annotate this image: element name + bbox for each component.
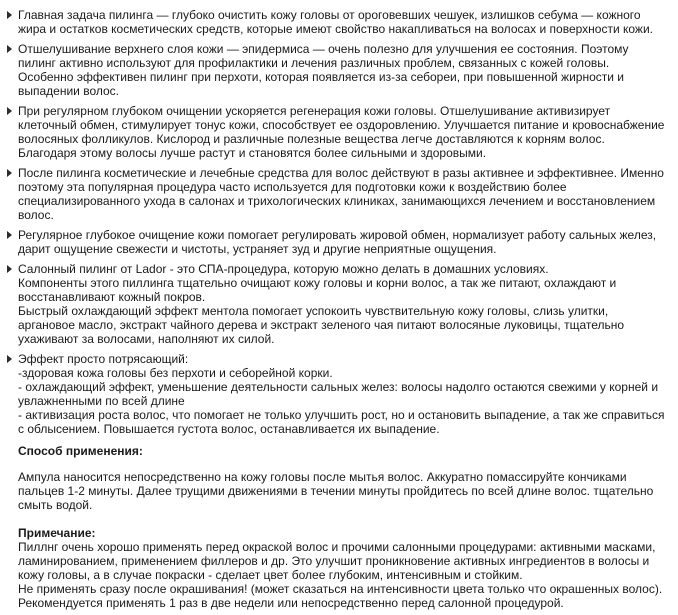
note-heading: Примечание:	[18, 526, 96, 540]
benefits-list	[0, 8, 678, 436]
list-item-text: Эффект просто потрясающий: -здоровая кожа головы без перхоти и себорейной корки. - охлаждающий эффект, уменьшение деятельности сальных желез: волосы надолго остаются свежими у корней и увлажненными по всей длине - активизация роста волос, что помогает не только улучшить рост, но и остановить выпадение, а так же справиться с облысением. Повышается густота волос, останавливается их выпадение.	[18, 352, 665, 436]
bullet-arrow-icon	[7, 265, 12, 273]
list-item-text: Регулярное глубокое очищение кожи помогает регулировать жировой обмен, нормализует работу сальных желез, дарит ощущение свежести и чистоты, устраняет зуд и другие неприятные ощущения.	[18, 228, 657, 256]
bullet-arrow-icon	[7, 169, 12, 177]
list-item	[0, 42, 678, 98]
list-item-text: Главная задача пилинга — глубоко очистить кожу головы от ороговевших чешуек, излишков себума — кожного жира и остатков косметических средств, которые имеют свойство накапливаться на волосах и поверхности кожи.	[18, 8, 653, 36]
bullet-arrow-icon	[7, 231, 12, 239]
bullet-arrow-icon	[7, 355, 12, 363]
list-item	[0, 228, 678, 256]
list-item-text: Салонный пилинг от Lador - это СПА-процедура, которую можно делать в домашних условиях. Компоненты этого пиллинга тщательно очищают кожу головы и корни волос, а так же питают, охлаждают и восстанавливают кожный покров. Быстрый охлаждающий эффект ментола помогает успокоить чувствительную кожу головы, слизь улитки, аргановое масло, экстракт чайного дерева и экстракт зеленого чая питают волосяные луковицы, тщательно ухаживают за волосами, наполняют их силой.	[18, 262, 625, 346]
usage-text: Ампула наносится непосредственно на кожу головы после мытья волос. Аккуратно помассируйте кончиками пальцев 1-2 минуты. Далее трущими движениями в течении минуты пройдитесь по всей длине волос. тщательно смыть водой.	[18, 470, 654, 512]
list-item	[0, 104, 678, 160]
list-item-text: Отшелушивание верхнего слоя кожи — эпидермиса — очень полезно для улучшения ее состояния. Поэтому пилинг активно используют для профилактики и лечения различных проблем, связанных с кожей головы. Особенно эффективен пилинг при перхоти, которая появляется из-за себореи, при повышенной жирности и выпадении волос.	[18, 42, 629, 98]
list-item-text: При регулярном глубоком очищении ускоряется регенерация кожи головы. Отшелушивание активизирует клеточный обмен, стимулирует тонус кожи, способствует ее оздоровлению. Улучшается питание и кровоснабжение волосяных фолликулов. Кислород и различные полезные вещества легче доставляются к корням волос. Благодаря этому волосы лучше растут и становятся более сильными и здоровыми.	[18, 104, 665, 160]
list-item-text: После пилинга косметические и лечебные средства для волос действуют в разы активнее и эффективнее. Именно поэтому эта популярная процедура часто используется для подготовки кожи к воздействию более специализированного ухода в салонах и трихологических клиниках, занимающихся лечением и восстановлением волос.	[18, 166, 664, 222]
usage-heading: Способ применения:	[18, 444, 143, 458]
bullet-arrow-icon	[7, 11, 12, 19]
bullet-arrow-icon	[7, 45, 12, 53]
list-item	[0, 8, 678, 36]
note-text: Пиллнг очень хорошо применять перед окраской волос и прочими салонными процедурами: активными масками, ламинированием, применением филлеров и др. Это улучшит проникновение активных ингредиентов в волосы и кожу головы, а в случае покраски - сделает цвет более глубоким, интенсивным и стойким. Не применять сразу после окрашивания! (может сказаться на интенсивности цвета только что окрашенных волос). Рекомендуется применять 1 раз в две недели или непосредственно перед салонной процедурой.	[18, 540, 663, 610]
list-item	[0, 262, 678, 346]
list-item	[0, 352, 678, 436]
bullet-arrow-icon	[7, 107, 12, 115]
list-item	[0, 166, 678, 222]
